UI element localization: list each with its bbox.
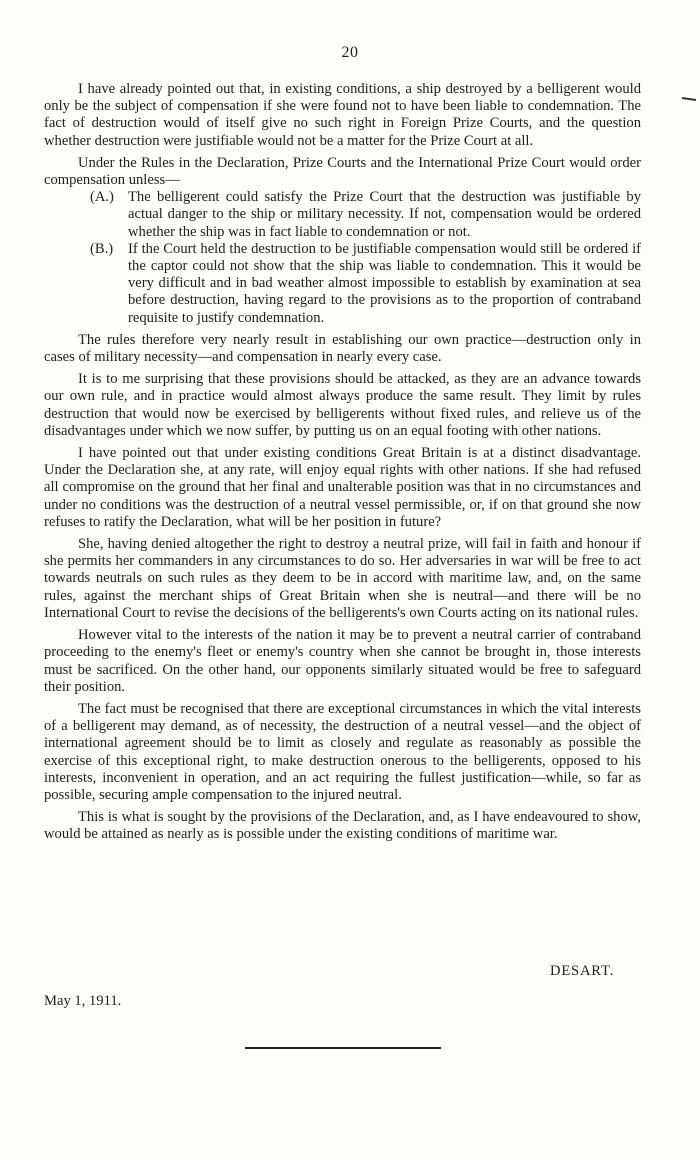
margin-mark (682, 97, 696, 101)
paragraph-6: She, having denied altogether the right to destroy a neutral prize, will fail in faith and honour if she permits her commanders in any circumstances to do so. Her adversaries in war will be free to act towards neutrals on such rules as they deem to be in accord with maritime law, and, on the same rules, against the merchant ships of Great Britain when she is neutral—and there will be no International Court to revise the decisions of the belligerents's own Courts acting on its national rules. (44, 536, 641, 621)
body-text (44, 81, 641, 849)
closing-rule (245, 1047, 441, 1049)
date-line: May 1, 1911. (44, 993, 122, 1009)
paragraph-1: I have already pointed out that, in existing conditions, a ship destroyed by a belligerent would only be the subject of compensation if she were found not to have been liable to condemnation. The fact of destruction would of itself give no such right in Foreign Prize Courts, and the question whether destruction were justifiable would not be a matter for the Prize Court at all. (44, 81, 641, 149)
paragraph-9: This is what is sought by the provisions of the Declaration, and, as I have endeavoured to show, would be attained as nearly as is possible under the existing conditions of maritime war. (44, 809, 641, 843)
paragraph-2: Under the Rules in the Declaration, Prize Courts and the International Prize Court would order compensation unless— (44, 154, 641, 189)
clause-b-text: If the Court held the destruction to be justifiable compensation would still be ordered if the captor could not show that the ship was liable to condemnation. This it would be very difficult and in bad weather almost impossible to establish by examination at sea before destruction, having regard to the provisions as to the proportion of contraband requisite to justify condemnation. (128, 240, 641, 326)
paragraph-5: I have pointed out that under existing conditions Great Britain is at a distinct disadvantage. Under the Declaration she, at any rate, will enjoy equal rights with other nations. If she had refused all compromise on the ground that her final and unalterable position was that in no circumstances and under no conditions was the destruction of a neutral vessel permissible, or, if on that ground she now refuses to ratify the Declaration, what will be her position in future? (44, 445, 641, 530)
page-number: 20 (341, 44, 359, 61)
paragraph-7: However vital to the interests of the nation it may be to prevent a neutral carrier of contraband proceeding to the enemy's fleet or enemy's country when she cannot be brought in, those interests must be sacrificed. On the other hand, our opponents similarly situated would be free to safeguard their position. (44, 627, 641, 695)
clause-b-label: (B.) (90, 240, 114, 257)
clause-a-text: The belligerent could satisfy the Prize Court that the destruction was justifiable by actual danger to the ship or military necessity. If not, compensation would be ordered whether the ship was in fact liable to condemnation or not. (128, 189, 641, 240)
clause-a-label: (A.) (90, 189, 114, 206)
clause-a (90, 189, 641, 241)
paragraph-4: It is to me surprising that these provisions should be attacked, as they are an advance towards our own rule, and in practice would almost always produce the same result. They limit by rules destruction that would now be exercised by belligerents without fixed rules, and relieve us of the disadvantages under which we now suffer, by putting us on an equal footing with other nations. (44, 371, 641, 439)
clause-b (90, 241, 641, 327)
signature: DESART. (550, 963, 615, 979)
paragraph-8: The fact must be recognised that there are exceptional circumstances in which the vital interests of a belligerent may demand, as of necessity, the destruction of a neutral vessel—and the object of international agreement should be to limit as closely and regulate as reasonably as possible the exercise of this exceptional right, to make destruction onerous to the belligerents, opposed to his interests, inconvenient in operation, and an act requiring the fullest justification—while, so far as possible, securing ample compensation to the injured neutral. (44, 700, 641, 803)
paragraph-3: The rules therefore very nearly result in establishing our own practice—destruction only in cases of military necessity—and compensation in nearly every case. (44, 331, 641, 366)
